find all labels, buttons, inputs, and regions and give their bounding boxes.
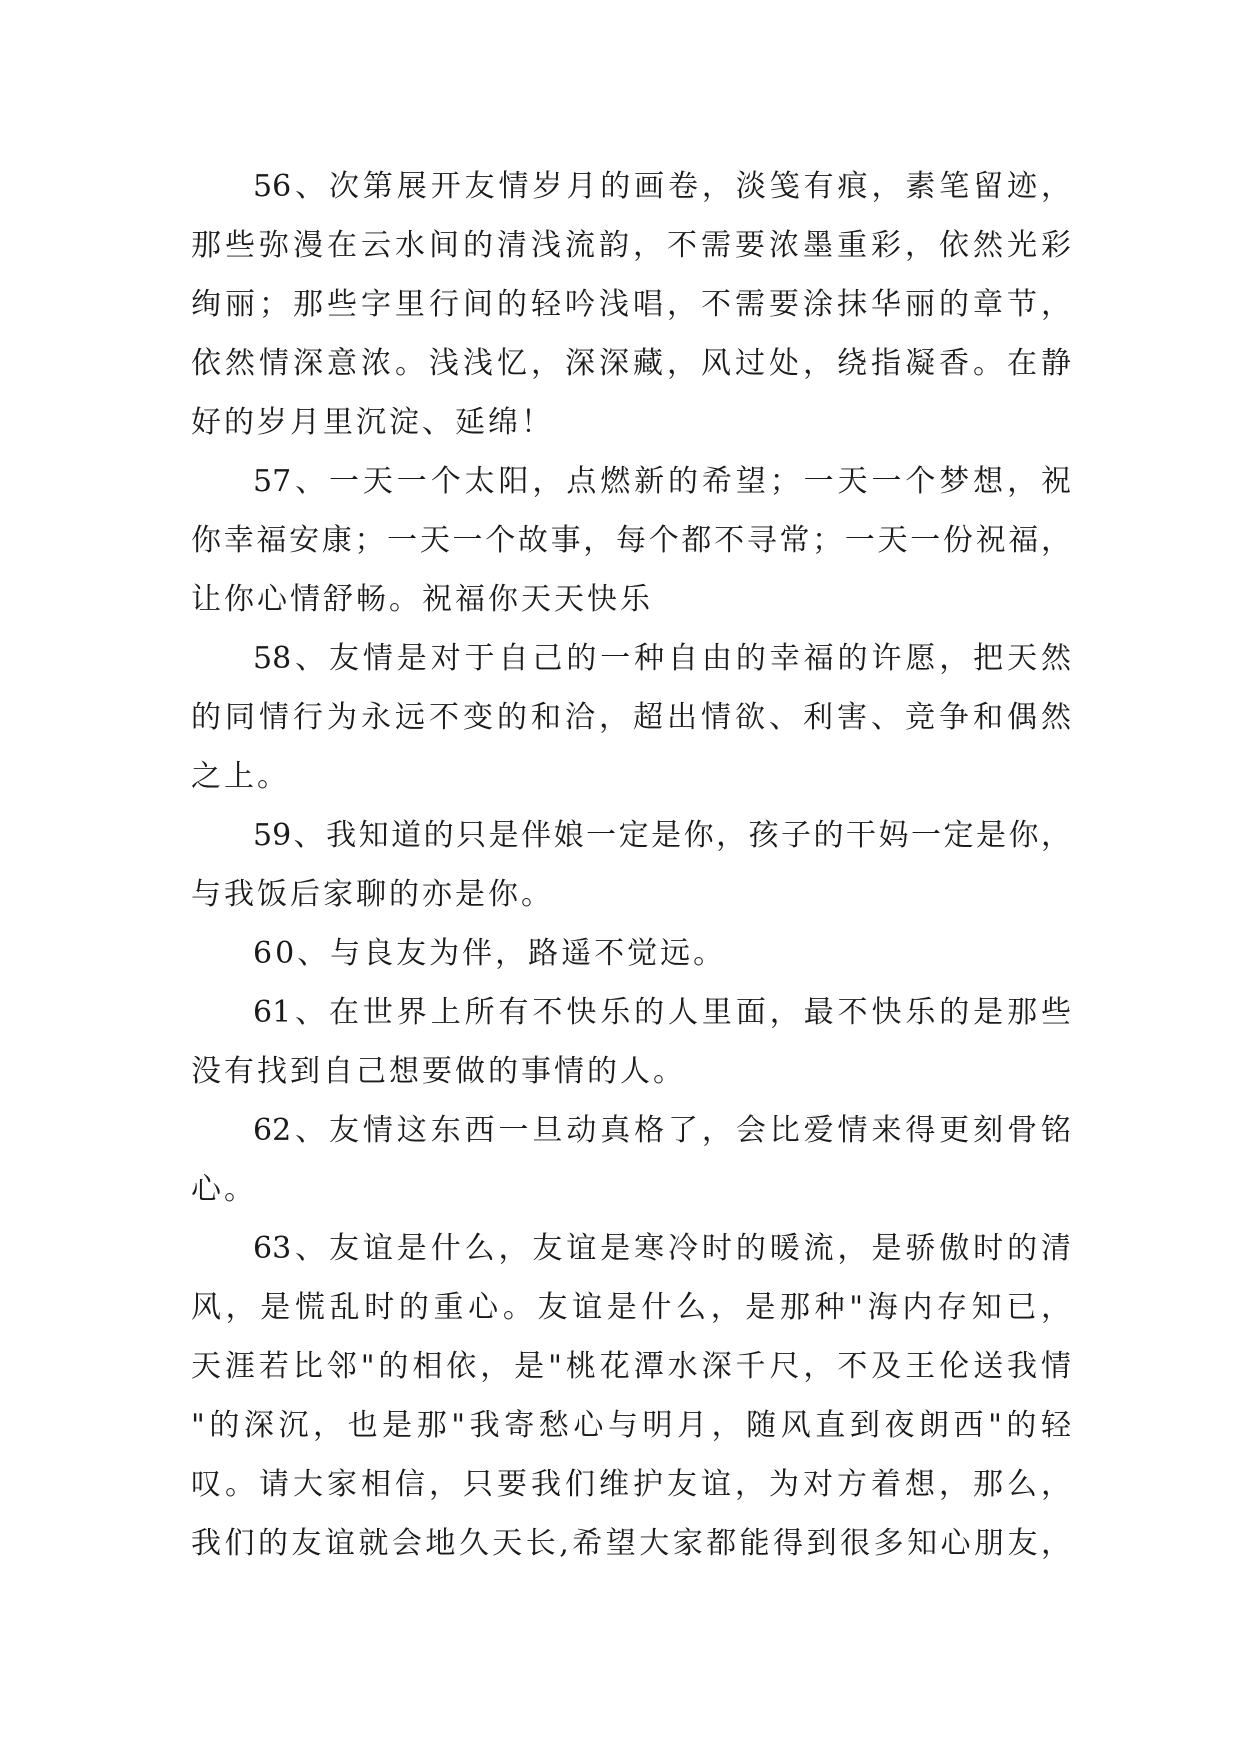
paragraph-59-line-1: 59、我知道的只是伴娘一定是你，孩子的干妈一定是你， [253,818,1071,853]
paragraph-59-line-2: 与我饭后家聊的亦是你。 [191,877,554,912]
paragraph-62-line-1: 62、友情这东西一旦动真格了，会比爱情来得更刻骨铭 [253,1113,1071,1148]
paragraph-62-line-2: 心。 [191,1172,257,1207]
paragraph-58-line-3: 之上。 [191,759,290,794]
paragraph-60-line-1: 60、与良友为伴，路遥不觉远。 [253,936,727,971]
paragraph-63-line-2: 风，是慌乱时的重心。友谊是什么，是那种"海内存知已， [191,1290,1071,1325]
paragraph-63-line-4: "的深沉，也是那"我寄愁心与明月，随风直到夜朗西"的轻 [191,1408,1071,1443]
paragraph-57-line-3: 让你心情舒畅。祝福你天天快乐 [191,582,653,617]
paragraph-56-line-3: 绚丽；那些字里行间的轻吟浅唱，不需要涂抹华丽的章节， [191,287,1071,322]
paragraph-61-line-2: 没有找到自己想要做的事情的人。 [191,1054,686,1089]
paragraph-63-line-1: 63、友谊是什么，友谊是寒冷时的暖流，是骄傲时的清 [253,1231,1071,1266]
paragraph-56-line-2: 那些弥漫在云水间的清浅流韵，不需要浓墨重彩，依然光彩 [191,228,1071,263]
paragraph-56-line-4: 依然情深意浓。浅浅忆，深深藏，风过处，绕指凝香。在静 [191,346,1071,381]
paragraph-57-line-1: 57、一天一个太阳，点燃新的希望；一天一个梦想，祝 [253,464,1071,499]
paragraph-58-line-1: 58、友情是对于自己的一种自由的幸福的许愿，把天然 [253,641,1071,676]
paragraph-63-line-5: 叹。请大家相信，只要我们维护友谊，为对方着想，那么， [191,1467,1071,1502]
paragraph-58-line-2: 的同情行为永远不变的和洽，超出情欲、利害、竞争和偶然 [191,700,1071,735]
paragraph-63-line-3: 天涯若比邻"的相依，是"桃花潭水深千尺，不及王伦送我情 [191,1349,1071,1384]
paragraph-57-line-2: 你幸福安康；一天一个故事，每个都不寻常；一天一份祝福， [191,523,1071,558]
paragraph-56-line-1: 56、次第展开友情岁月的画卷，淡笺有痕，素笔留迹， [253,169,1071,204]
paragraph-56-line-5: 好的岁月里沉淀、延绵！ [191,405,554,440]
paragraph-61-line-1: 61、在世界上所有不快乐的人里面，最不快乐的是那些 [253,995,1071,1030]
paragraph-63-line-6: 我们的友谊就会地久天长,希望大家都能得到很多知心朋友， [191,1526,1071,1561]
